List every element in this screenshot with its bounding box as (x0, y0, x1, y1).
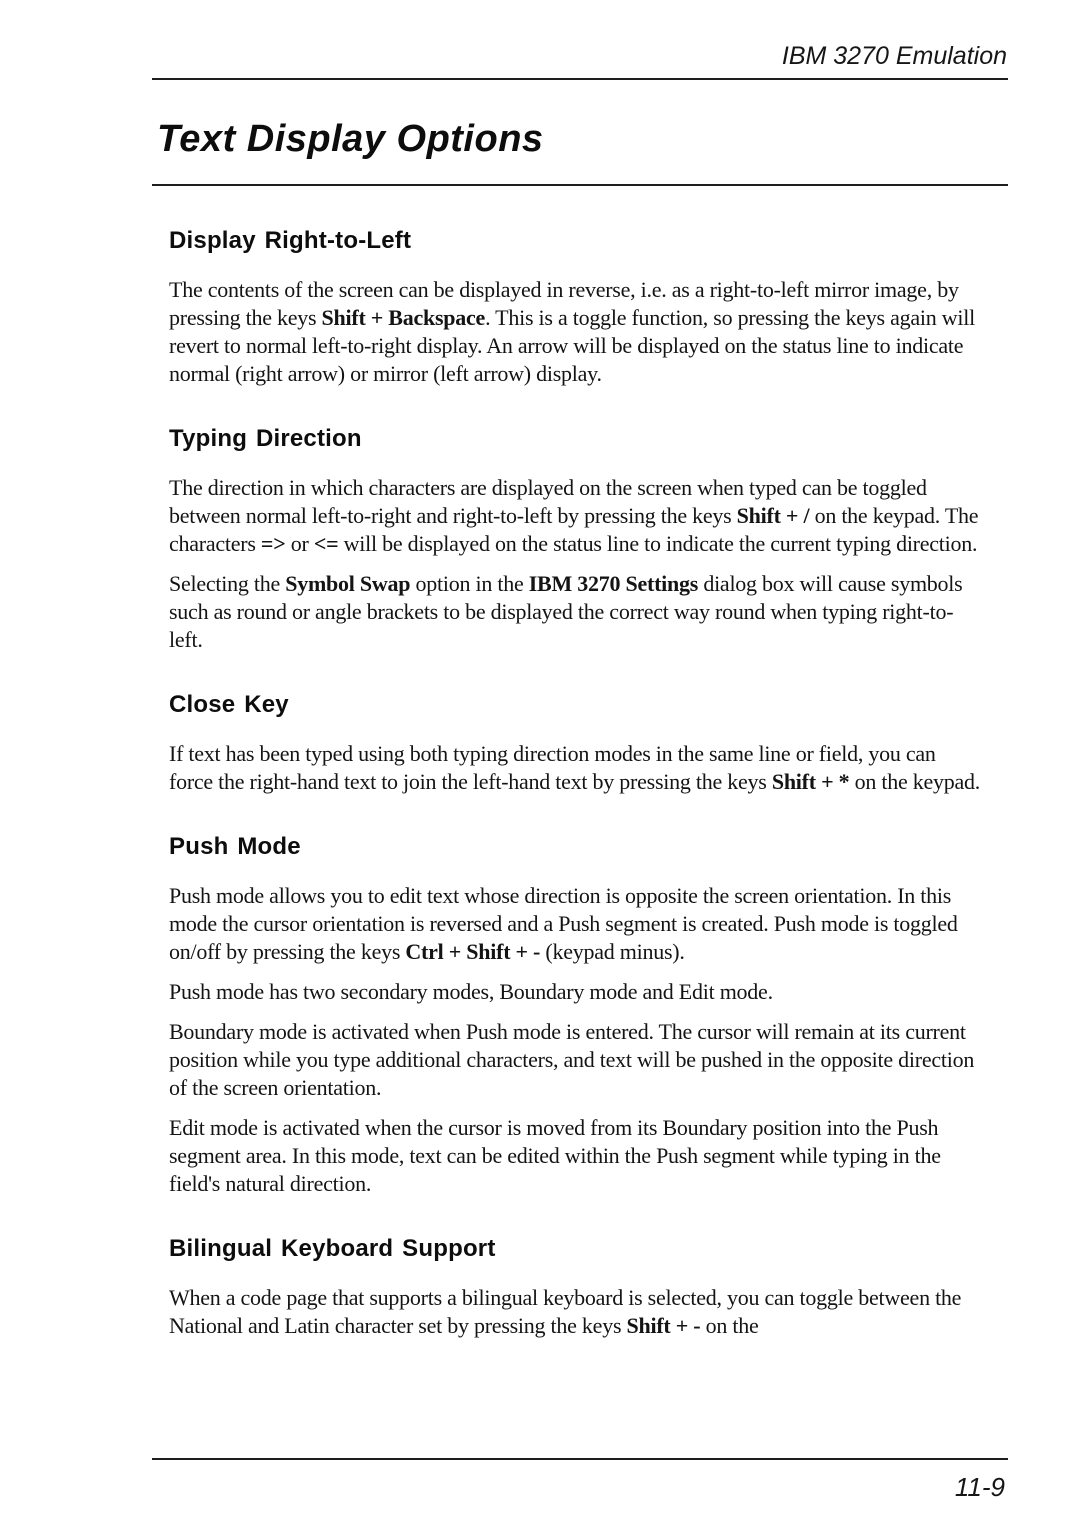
text-run: Boundary mode is activated when Push mode is entered. The cursor will remain at its current position while you type additional characters, and text will be pushed in the opposite direction of the screen orientation. (169, 1019, 975, 1100)
page-number: 11-9 (954, 1472, 1005, 1502)
text-run: (keypad minus). (540, 939, 685, 964)
text-run: When a code page that supports a bilingual keyboard is selected, you can toggle between the National and Latin character set by pressing the keys (169, 1285, 962, 1338)
key-combination: Symbol Swap (285, 571, 411, 596)
section (169, 228, 984, 388)
section (169, 834, 984, 1198)
section (169, 692, 984, 796)
key-combination: Shift + Backspace (321, 305, 486, 330)
text-run: on the keypad. The characters (169, 503, 979, 556)
document-body (169, 206, 984, 1352)
paragraph (169, 276, 984, 388)
text-run: Selecting the (169, 571, 286, 596)
section (169, 426, 984, 654)
section-heading: Bilingual Keyboard Support (169, 1235, 496, 1262)
paragraph (169, 1284, 984, 1340)
header-rule (152, 78, 1008, 80)
paragraph (169, 1114, 984, 1198)
text-run: Edit mode is activated when the cursor is moved from its Boundary position into the Push segment area. In this mode, text can be edited within the Push segment while typing in the field's natural direction. (169, 1115, 941, 1196)
text-run: dialog box will cause symbols such as round or angle brackets to be displayed the correct way round when typing right-to-left. (169, 571, 963, 652)
key-combination: Shift + - (626, 1313, 701, 1338)
section-heading: Close Key (169, 691, 289, 718)
title-rule (152, 184, 1008, 186)
paragraph (169, 882, 984, 966)
running-header: IBM 3270 Emulation (781, 42, 1007, 70)
key-combination: Ctrl + Shift + - (405, 939, 541, 964)
text-run: or (285, 531, 314, 556)
text-run: on the keypad. (849, 769, 981, 794)
text-run: on the (700, 1313, 759, 1338)
footer-rule (152, 1458, 1008, 1460)
key-combination: Shift + * (771, 769, 850, 794)
text-run: will be displayed on the status line to indicate the current typing direction. (338, 531, 978, 556)
text-run: The direction in which characters are displayed on the screen when typed can be toggled between normal left-to-right and right-to-left by pressing the keys (169, 475, 927, 528)
text-run: Push mode allows you to edit text whose direction is opposite the screen orientation. In this mode the cursor orientation is reversed and a Push segment is created. Push mode is toggled on/off by pressing the keys (169, 883, 958, 964)
key-combination: Shift + / (736, 503, 810, 528)
text-run: option in the (410, 571, 529, 596)
section-heading: Push Mode (169, 833, 301, 860)
key-combination: <= (313, 531, 339, 556)
page-title: Text Display Options (157, 118, 544, 160)
text-run: The contents of the screen can be displayed in reverse, i.e. as a right-to-left mirror image, by pressing the keys (169, 277, 959, 330)
section-heading: Display Right-to-Left (169, 227, 412, 254)
paragraph (169, 740, 984, 796)
paragraph (169, 474, 984, 558)
key-combination: IBM 3270 Settings (528, 571, 699, 596)
key-combination: => (260, 531, 286, 556)
section (169, 1236, 984, 1340)
text-run: If text has been typed using both typing direction modes in the same line or field, you can force the right-hand text to join the left-hand text by pressing the keys (169, 741, 936, 794)
paragraph (169, 570, 984, 654)
section-heading: Typing Direction (169, 425, 362, 452)
paragraph (169, 1018, 984, 1102)
paragraph (169, 978, 984, 1006)
text-run: . This is a toggle function, so pressing the keys again will revert to normal left-to-right display. An arrow will be displayed on the status line to indicate normal (right arrow) or mirror (left arrow) display. (169, 305, 975, 386)
text-run: Push mode has two secondary modes, Boundary mode and Edit mode. (169, 979, 773, 1004)
